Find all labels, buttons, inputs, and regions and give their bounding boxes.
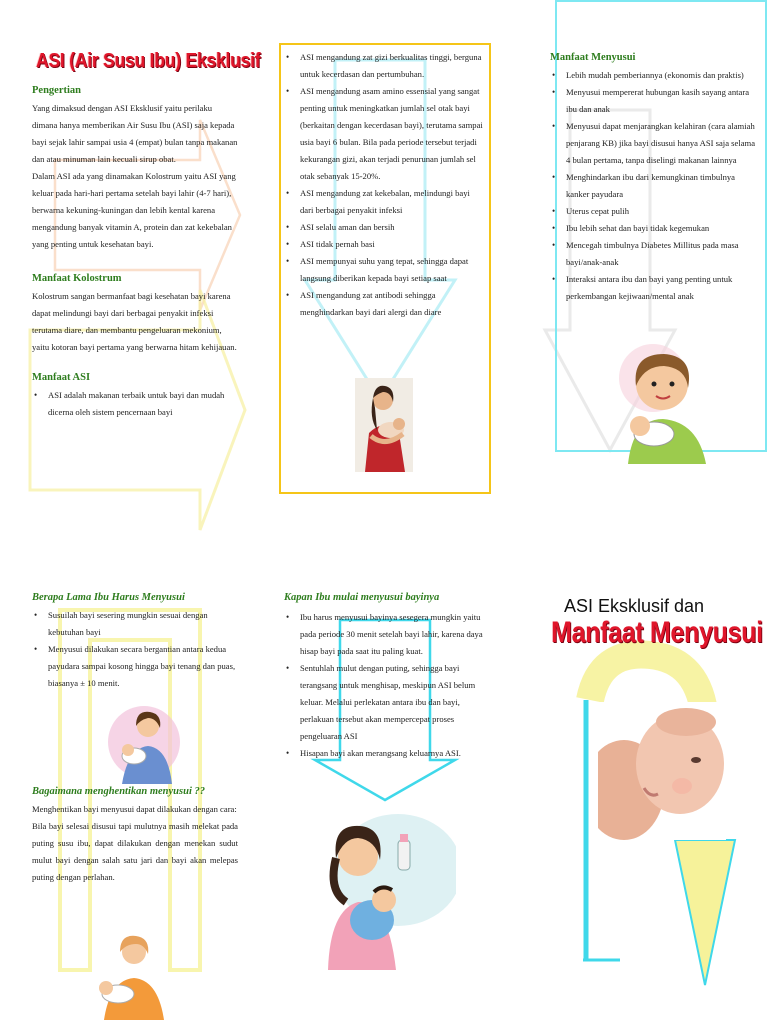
mother-cradling-baby-illustration	[94, 930, 170, 1020]
pengertian-paragraph-1: Yang dimaksud dengan ASI Eksklusif yaitu perilaku dimana hanya memberikan Air Susu Ibu (ASI) saja kepada bayi sejak lahir sampai usia 4 (empat) bulan tanpa makanan dan atau minuman lain kecuali sirup obat.	[32, 103, 238, 164]
list-item: • Uterus cepat pulih	[566, 203, 756, 220]
list-item: • Menghindarkan ibu dari kemungkinan timbulnya kanker payudara	[566, 169, 756, 203]
list-item: • ASI selalu aman dan bersih	[300, 219, 484, 236]
menghentikan-paragraph-2: Bila bayi selesai disusui tapi mulutnya masih melekat pada puting susu ibu, dapat dilakukan dengan menekan sudut mulut bayi dengan salah satu jari dan bayi akan melepas puting dengan perlahan.	[32, 821, 238, 882]
mother-baby-small-illustration	[104, 702, 184, 784]
berapa-lama-heading: Berapa Lama Ibu Harus Menyusui	[32, 592, 185, 603]
manfaat-menyusui-list	[550, 67, 756, 305]
panel4-lower	[32, 786, 238, 886]
list-item: • Menyusui dilakukan secara bergantian antara kedua payudara sampai kosong hingga bayi tenang dan puas, biasanya ± 10 menit.	[48, 641, 238, 692]
manfaat-asi-heading: Manfaat ASI	[32, 372, 91, 383]
list-item: • Lebih mudah pemberiannya (ekonomis dan praktis)	[566, 67, 756, 84]
list-item: • Interaksi antara ibu dan bayi yang penting untuk perkembangan kejiwaan/mental anak	[566, 271, 756, 305]
cover-title-line2: Manfaat Menyusui	[551, 616, 763, 649]
asi-benefits-list	[284, 49, 484, 321]
list-item: • Ibu lebih sehat dan bayi tidak kegemukan	[566, 220, 756, 237]
manfaat-asi-list	[32, 387, 238, 421]
mother-burping-baby-illustration	[318, 810, 456, 970]
list-item: • ASI mempunyai suhu yang tepat, sehingga dapat langsung diberikan kepada bayi setiap saat	[300, 253, 484, 287]
kapan-menyusui-list	[284, 609, 484, 762]
list-item: • ASI mengandung zat gizi berkualitas tinggi, berguna untuk kecerdasan dan pertumbuhan.	[300, 49, 484, 83]
list-item: • Menyusui dapat menjarangkan kelahiran (cara alamiah penjarang KB) jika bayi disusui hanya ASI saja selama 4 bulan pertama, tanpa diselingi makanan lainnya	[566, 118, 756, 169]
panel3	[550, 52, 756, 305]
panel1	[32, 50, 261, 421]
berapa-lama-list	[32, 607, 238, 692]
kapan-menyusui-heading: Kapan Ibu mulai menyusui bayinya	[284, 592, 440, 603]
panel5	[284, 592, 484, 762]
mother-holding-baby-illustration	[355, 378, 413, 472]
menghentikan-heading: Bagaimana menghentikan menyusui ??	[32, 786, 205, 797]
panel2	[284, 49, 484, 321]
list-item: • ASI tidak pernah basi	[300, 236, 484, 253]
cover-title-line1: ASI Eksklusif dan	[564, 596, 705, 616]
cartoon-mother-baby-illustration	[598, 344, 720, 464]
list-item: • ASI mengandung zat antibodi sehingga menghindarkan bayi dari alergi dan diare	[300, 287, 484, 321]
list-item: • ASI mengandung zat kekebalan, melindungi bayi dari berbagai penyakit infeksi	[300, 185, 484, 219]
pengertian-heading: Pengertian	[32, 85, 81, 96]
list-item: • Menyusui mempererat hubungan kasih sayang antara ibu dan anak	[566, 84, 756, 118]
list-item: • Ibu harus menyusui bayinya sesegera mungkin yaitu pada periode 30 menit setelah bayi lahir, karena daya hisap bayi pada saat itu paling kuat.	[300, 609, 484, 660]
manfaat-menyusui-heading: Manfaat Menyusui	[550, 52, 636, 63]
list-item: • ASI mengandung asam amino essensial yang sangat penting untuk meningkatkan jumlah sel otak bayi (berkaitan dengan kecerdasan bayi), terutama sampai usia bayi 6 bulan. Bila pada periode tersebut terjadi kekurangan gizi, akan terjadi penurunan jumlah sel otak sebanyak 15-20%.	[300, 83, 484, 185]
panel4	[32, 592, 238, 692]
list-item: • ASI adalah makanan terbaik untuk bayi dan mudah dicerna oleh sistem pencernaan bayi	[48, 387, 238, 421]
pengertian-paragraph-2: Dalam ASI ada yang dinamakan Kolostrum yaitu ASI yang keluar pada hari-hari pertama setelah bayi lahir (4-7 hari), berwarna kekuning-kuningan dan lebih kental karena mengandung banyak vitamin A, protein dan zat kekebalan yang penting untuk kesehatan bayi.	[32, 171, 236, 249]
breastfeeding-baby-photo	[598, 702, 726, 840]
list-item: • Susuilah bayi sesering mungkin sesuai dengan kebutuhan bayi	[48, 607, 238, 641]
leaflet-title: ASI (Air Susu Ibu) Eksklusif	[36, 50, 261, 72]
list-item: • Mencegah timbulnya Diabetes Millitus pada masa bayi/anak-anak	[566, 237, 756, 271]
manfaat-kolostrum-heading: Manfaat Kolostrum	[32, 273, 122, 284]
kolostrum-paragraph: Kolostrum sangan bermanfaat bagi kesehatan bayi karena dapat melindungi bayi dari berbagai penyakit infeksi terutama diare, dan membantu pengeluaran mekonium, yaitu kotoran bayi pertama yang berwarna hitam kehijauan.	[32, 291, 237, 352]
list-item: • Hisapan bayi akan merangsang keluarnya ASI.	[300, 745, 484, 762]
menghentikan-paragraph-1: Menghentikan bayi menyusui dapat dilakukan dengan cara:	[32, 804, 237, 814]
list-item: • Sentuhlah mulut dengan puting, sehingga bayi terangsang untuk menghisap, meskipun ASI belum keluar. Melalui perlekatan antara ibu dan bayi, perlakuan tersebut akan mempercepat proses pengeluaran ASI	[300, 660, 484, 745]
